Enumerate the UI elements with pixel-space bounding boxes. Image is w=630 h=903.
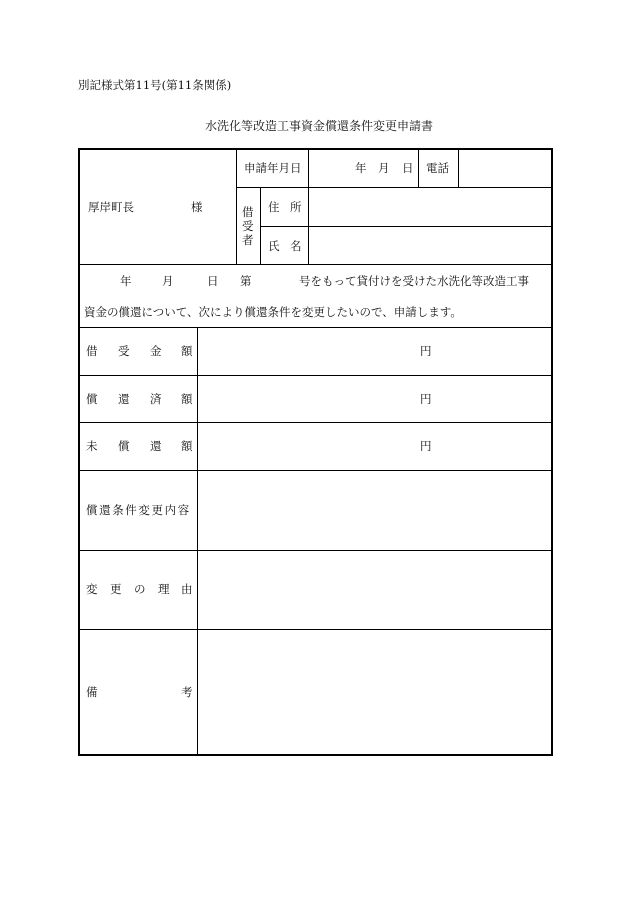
rule-row5-bottom <box>80 629 553 630</box>
application-date-year: 年 <box>355 161 367 175</box>
change-details-label: 償還条件変更内容 <box>86 503 191 517</box>
borrower-label-char-3: 者 <box>242 233 254 247</box>
statement-line2: 資金の償還について、次により償還条件を変更したいので、申請します。 <box>84 305 462 319</box>
change-reason-label-3: の <box>134 582 146 596</box>
unpaid-amount-label-2: 償 <box>118 439 130 453</box>
form-reference: 別記様式第11号(第11条関係) <box>78 78 232 92</box>
loan-amount-label-3: 金 <box>150 344 162 358</box>
address-label-char-2: 所 <box>290 200 302 214</box>
rule-statement-bottom <box>80 327 553 328</box>
remarks-label-2: 考 <box>181 685 193 699</box>
unpaid-amount-label-4: 額 <box>181 439 193 453</box>
statement-number-prefix: 第 <box>240 274 252 288</box>
borrower-label-char-2: 受 <box>242 219 254 233</box>
unpaid-amount-label-1: 未 <box>86 439 98 453</box>
rule-row4-bottom <box>80 550 553 551</box>
repaid-amount-label-4: 額 <box>181 392 193 406</box>
repaid-amount-label-1: 償 <box>86 392 98 406</box>
rule-row-label-right <box>197 327 198 756</box>
statement-line1: 号をもって貸付けを受けた水洗化等改造工事 <box>299 274 529 288</box>
application-date-label: 申請年月日 <box>244 161 302 175</box>
rule-row3-bottom <box>80 470 553 471</box>
change-reason-label-4: 理 <box>158 582 170 596</box>
rule-addressee-right <box>236 150 237 264</box>
change-reason-label-1: 変 <box>86 582 98 596</box>
rule-date-bottom <box>236 187 553 188</box>
form-title: 水洗化等改造工事資金償還条件変更申請書 <box>205 119 434 133</box>
remarks-label-1: 備 <box>86 685 98 699</box>
unpaid-amount-label-3: 還 <box>150 439 162 453</box>
repaid-amount-label-2: 還 <box>118 392 130 406</box>
rule-borrower-label-right <box>260 187 261 264</box>
rule-row2-bottom <box>80 422 553 423</box>
name-label-char-1: 氏 <box>268 239 280 253</box>
application-date-month: 月 <box>378 161 390 175</box>
loan-amount-label-1: 借 <box>86 344 98 358</box>
statement-year: 年 <box>120 274 132 288</box>
repaid-amount-unit: 円 <box>420 392 432 406</box>
rule-address-bottom <box>260 226 553 227</box>
rule-field-label-right <box>308 150 309 264</box>
statement-day: 日 <box>207 274 219 288</box>
change-reason-label-2: 更 <box>110 582 122 596</box>
statement-month: 月 <box>162 274 174 288</box>
rule-phone-label-right <box>458 150 459 187</box>
repaid-amount-label-3: 済 <box>150 392 162 406</box>
addressee-name: 厚岸町長 <box>88 200 134 214</box>
rule-row1-bottom <box>80 375 553 376</box>
change-reason-label-5: 由 <box>181 582 193 596</box>
rule-date-right <box>418 150 419 187</box>
addressee-honorific: 様 <box>191 200 203 214</box>
rule-header-bottom <box>80 264 553 265</box>
name-label-char-2: 名 <box>290 239 302 253</box>
borrower-label-char-1: 借 <box>242 205 254 219</box>
loan-amount-unit: 円 <box>420 344 432 358</box>
loan-amount-label-2: 受 <box>118 344 130 358</box>
application-form-table <box>78 148 553 756</box>
phone-label: 電話 <box>426 161 449 175</box>
address-label-char-1: 住 <box>268 200 280 214</box>
loan-amount-label-4: 額 <box>181 344 193 358</box>
unpaid-amount-unit: 円 <box>420 439 432 453</box>
application-date-day: 日 <box>402 161 414 175</box>
